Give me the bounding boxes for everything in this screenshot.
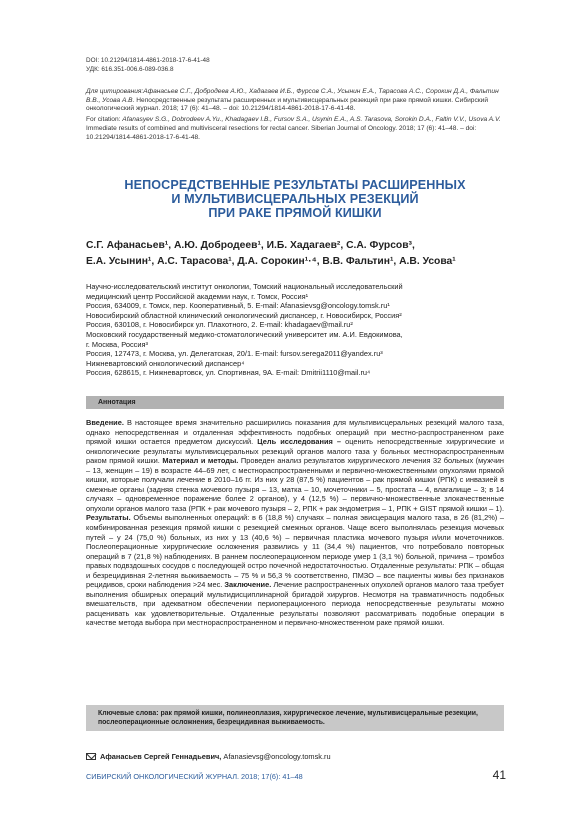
affiliation-line: Научно-исследовательский институт онкологии, Томский национальный исследовательский [86, 282, 403, 291]
doi-block [86, 57, 210, 74]
footer-journal: СИБИРСКИЙ ОНКОЛОГИЧЕСКИЙ ЖУРНАЛ. 2018; 17(6): 41–48 [86, 772, 303, 781]
page-number: 41 [492, 768, 506, 782]
doi: DOI: 10.21294/1814-4861-2018-17-6-41-48 [86, 57, 210, 64]
udk: УДК: 616.351-006.6-089-036.8 [86, 65, 174, 73]
affiliation-line: Россия, 628615, г. Нижневартовск, ул. Спортивная, 9А. E-mail: Dmitrii1110@mail.ru⁴ [86, 368, 371, 378]
affiliation-line: г. Москва, Россия³ [86, 339, 148, 349]
keywords-label: Ключевые слова: [98, 710, 159, 717]
contact-email[interactable]: Afanasievsg@oncology.tomsk.ru [223, 752, 331, 761]
title-line: ПРИ РАКЕ ПРЯМОЙ КИШКИ [208, 206, 382, 221]
abstract-results: Объемы выполненных операций: в 6 (18,8 %) случаях – полная эвисцерация малого таза, в 26 (81,2%) – комбинированная резекция прямой кишки с резекцией смежных органов. Чаще всего выполнялась резекция мочевых путей – у 24 (75,0 %) больных, из них у 13 (40,6 %) – первичная пластика мочевого пузыря и/или мочеточников. Послеоперационные хирургические осложнения развились у 11 (34,4 %) пациентов, что потребовало повторных операций в 7 (21,8 %) наблюдениях. В раннем послеоперационном периоде умер 1 (3,1 %) больной, причина – тромбоз правых подвздошных сосудов с последующей остро почечной недостаточностью. Отдаленные результаты: РПК – общая и безрецидивная 2-летняя выживаемость – 75 % и 56,3 % соответственно, ПМЗО – все пациенты живы без признаков рецидивов, сроки наблюдения >24 мес. [86, 513, 504, 590]
keywords-box [86, 705, 504, 731]
affiliation-line: Россия, 127473, г. Москва, ул. Делегатская, 20/1. E-mail: fursov.serega2011@yandex.ru³ [86, 349, 383, 359]
affiliations [86, 282, 504, 378]
affiliation-line: Московский государственный медико-стоматологический университет им. А.И. Евдокимова, [86, 329, 403, 339]
citation-en-label: For citation: [86, 116, 121, 124]
affiliation-line: медицинский центр Российской академии наук, г. Томск, Россия¹ [86, 291, 309, 301]
citation-block [86, 88, 504, 144]
authors-line: Е.А. Усынин¹, А.С. Тарасова¹, Д.А. Сорокин¹·⁴, В.В. Фальтин¹, А.В. Усова¹ [86, 256, 456, 267]
citation-en-authors: Afanasyev S.G., Dobrodeev A.Yu., Khadagaev I.B., Fursov S.A., Usynin E.A., A.S. Tarasova, Sorokin D.A., Faltin V.V., Usova A.V. [122, 116, 501, 124]
affiliation-line: Россия, 630108, г. Новосибирск ул. Плахотного, 2. E-mail: khadagaev@mail.ru² [86, 320, 353, 330]
authors-line: С.Г. Афанасьев¹, А.Ю. Добродеев¹, И.Б. Хадагаев², С.А. Фурсов³, [86, 240, 415, 251]
citation-ru-label: Для цитирования: [86, 88, 144, 95]
abstract-results-label: Результаты. [86, 513, 131, 523]
abstract-methods: Проведен анализ результатов хирургического лечения 32 больных (мужчин – 13, женщин – 19) в возрасте 44–69 лет, с местнораспространенными и первично-множественными опухолями прямой кишки, которые получали лечение в 2010–16 гг. Из них у 28 (87,5 %) пациентов – рак прямой кишки (РПК) с инвазией в смежные органы (задняя стенка мочевого пузыря – 13, матка – 10, мочеточники – 5, простата – 4, влагалище – 3; в 14 случаях – одновременное поражение более 2 органов), у 4 (12,5 %) – первично-множественные злокачественные опухоли органов малого таза (РПК + рак мочевого пузыря – 2, РПК + рак эндометрия – 1, РПК + GIST прямой кишки – 1). [86, 456, 505, 513]
abstract-intro-label: Введение. [86, 418, 124, 427]
article-title [86, 178, 504, 221]
abstract-intro: В настоящее время значительно расширились показания для мультивисцеральных резекций малого таза, однако непосредственная и отдаленная эффективность подобных операций при местно-распространенном раке прямой кишки остается предметом дискуссий. [86, 418, 504, 447]
abstract-methods-label: Материал и методы. [162, 456, 239, 466]
citation-en-text: Immediate results of combined and multivisceral resections for rectal cancer. Siberian Journal of Oncology. 2018; 17 (6): 41–48. – doi: 10.21294/1814-4861-2018-17-6-41-48. [86, 124, 477, 141]
page-footer [86, 770, 504, 784]
corresponding-author [86, 752, 504, 761]
title-line: НЕПОСРЕДСТВЕННЫЕ РЕЗУЛЬТАТЫ РАСШИРЕННЫХ [124, 178, 466, 192]
abstract [86, 418, 504, 628]
envelope-icon [86, 753, 96, 760]
citation-ru [86, 88, 504, 114]
affiliation-line: Нижневартовский онкологический диспансер⁴ [86, 358, 245, 368]
authors [86, 238, 504, 270]
abstract-conclusion-label: Заключение. [224, 580, 272, 590]
citation-ru-text: Непосредственные результаты расширенных и мультивисцеральных резекций при раке прямой кишки. Сибирский онкологический журнал. 2018; 17 (6): 41–48. – doi: 10.21294/1814-4861-2018-17-6-41-48. [86, 96, 488, 113]
abstract-conclusion: Лечение распространенных опухолей органов малого таза требует выполнения обширных операций мультидисциплинарной бригадой хирургов. Несмотря на травматичность подобных вмешательств, при адекватном обеспечении периоперационного периода непосредственные результаты можно расценивать как удовлетворительные. Отдаленные результаты позволяют рассматривать подобные операции в качестве метода выбора при местнораспространенном и первично-множественном раке прямой кишки. [86, 580, 504, 628]
citation-en [86, 116, 504, 142]
citation-ru-authors: Афанасьев С.Г., Добродеев А.Ю., Хадагаев И.Б., Фурсов С.А., Усынин Е.А., Тарасова А.С., Сорокин Д.А., Фальтин В.В., Усова А.В. [86, 88, 499, 104]
keywords: рак прямой кишки, полинеоплазия, хирургическое лечение, мультивисцеральные резекции, послеоперационные осложнения, безрецидивная выживаемость. [98, 710, 478, 726]
annotation-header: Аннотация [86, 396, 504, 409]
affiliation-line: Россия, 634009, г. Томск, пер. Кооперативный, 5. E-mail: Afanasievsg@oncology.tomsk.ru¹ [86, 301, 390, 311]
title-line: И МУЛЬТИВИСЦЕРАЛЬНЫХ РЕЗЕКЦИЙ [171, 192, 419, 207]
contact-name: Афанасьев Сергей Геннадьевич, [100, 752, 222, 761]
abstract-aim: оценить непосредственные хирургические и онкологические результаты мультивисцеральных резекций органов малого таза у больных местнораспространенным раком прямой кишки. [86, 437, 504, 466]
abstract-aim-label: Цель исследования – [257, 437, 342, 447]
affiliation-line: Новосибирский областной клинический онкологический диспансер, г. Новосибирск, Россия² [86, 310, 402, 320]
